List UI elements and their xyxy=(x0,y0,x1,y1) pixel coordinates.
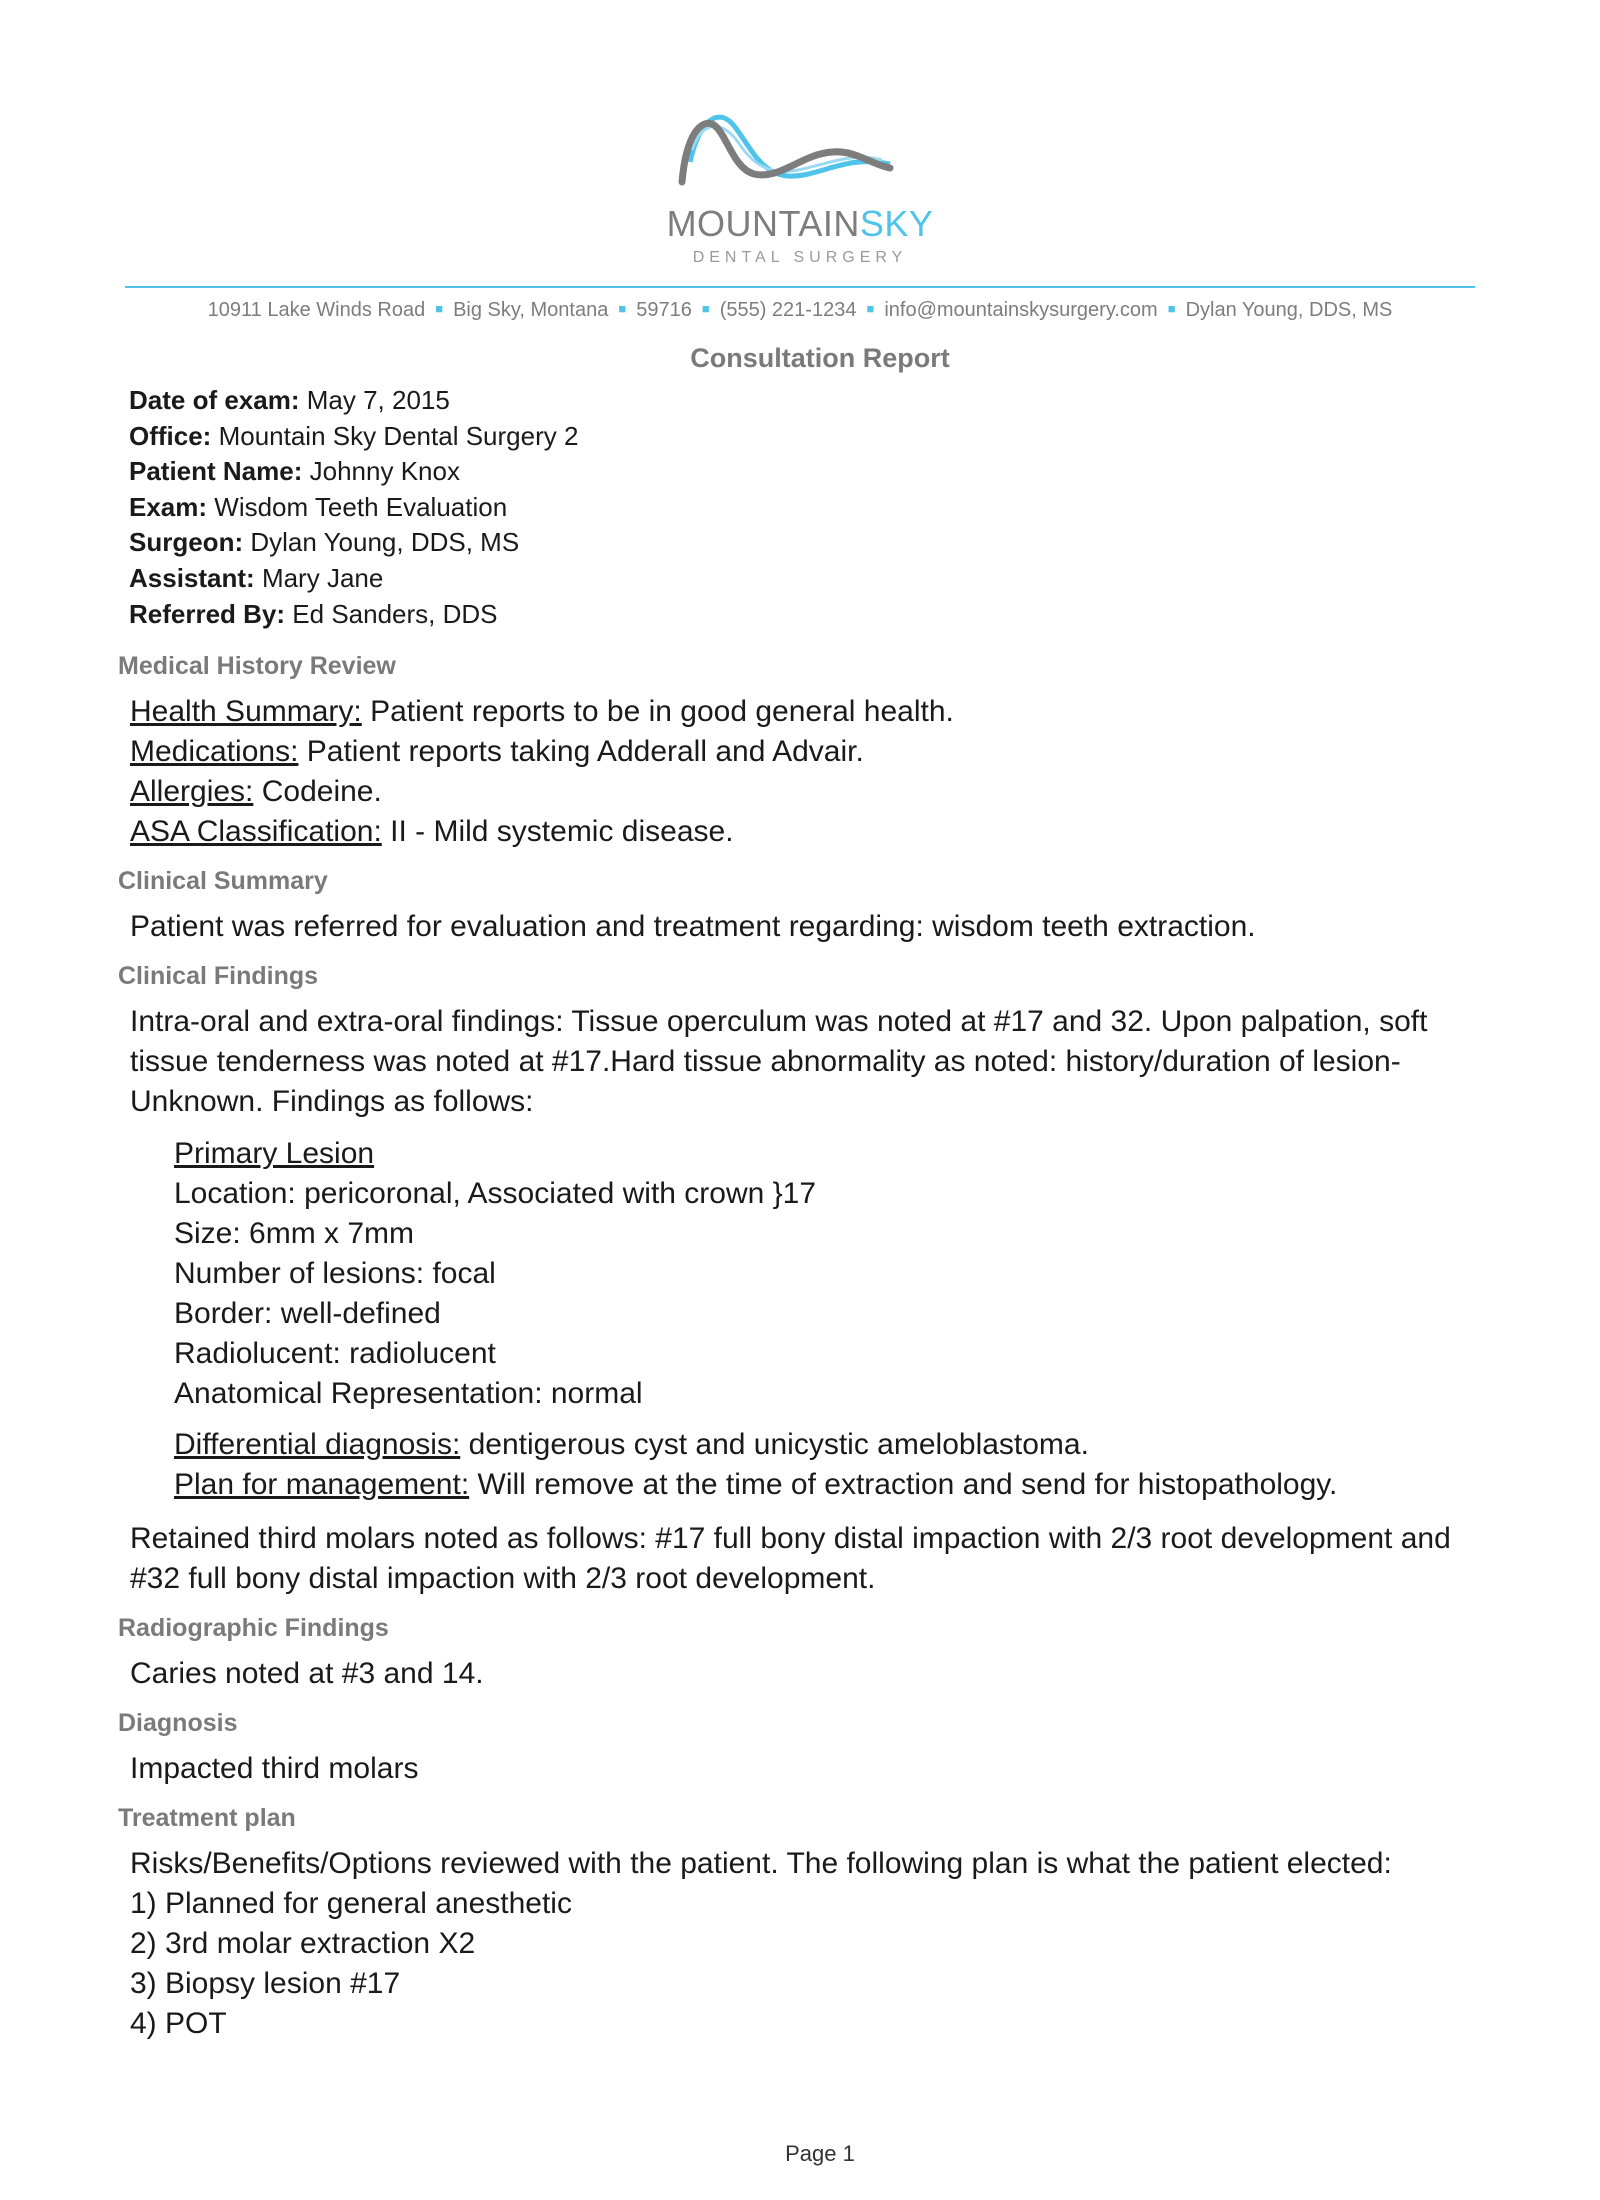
logo-tagline: DENTAL SURGERY xyxy=(692,249,908,266)
treatment-item: 2) 3rd molar extraction X2 xyxy=(130,1927,476,1960)
meta-assistant: Assistant: Mary Jane xyxy=(129,562,384,593)
logo-brand-mountain: MOUNTAIN xyxy=(666,203,860,244)
address-city: Big Sky, Montana xyxy=(453,299,609,321)
primary-lesion-title: Primary Lesion xyxy=(174,1137,375,1170)
health-summary: Health Summary: Patient reports to be in good general health. xyxy=(130,695,954,728)
meta-office: Office: Mountain Sky Dental Surgery 2 xyxy=(129,420,579,451)
medications: Medications: Patient reports taking Adderall and Advair. xyxy=(130,735,864,768)
meta-exam: Exam: Wisdom Teeth Evaluation xyxy=(129,491,508,522)
meta-date: Date of exam: May 7, 2015 xyxy=(129,385,450,415)
meta-referred-by: Referred By: Ed Sanders, DDS xyxy=(129,598,498,629)
section-diagnosis xyxy=(130,1749,1498,1789)
meta-patient-name: Patient Name: Johnny Knox xyxy=(129,456,460,487)
section-heading-treatment-plan: Treatment plan xyxy=(118,1804,296,1832)
retained-molars: Retained third molars noted as follows: #17 full bony distal impaction with 2/3 root development and #32 full bony distal impaction with 2/3 root development. xyxy=(130,1522,1451,1595)
asa-classification: ASA Classification: II - Mild systemic disease. xyxy=(130,815,734,848)
treatment-item: 1) Planned for general anesthetic xyxy=(130,1887,572,1920)
clinical-findings-intro: Intra-oral and extra-oral findings: Tissue operculum was noted at #17 and 32. Upon palpation, soft tissue tenderness was noted at #17.Hard tissue abnormality as noted: history/duration of lesion-Unknown. Findings as follows: xyxy=(130,1005,1428,1118)
logo-brand-sky: SKY xyxy=(859,203,934,244)
section-heading-radiographic-findings: Radiographic Findings xyxy=(118,1614,389,1642)
section-heading-medical-history: Medical History Review xyxy=(118,652,396,680)
header-divider xyxy=(125,286,1475,288)
section-medical-history xyxy=(130,692,1498,852)
bullet-icon: ■ xyxy=(435,301,444,316)
section-heading-clinical-findings: Clinical Findings xyxy=(118,962,319,990)
treatment-item: 4) POT xyxy=(130,2007,227,2040)
report-title: Consultation Report xyxy=(690,343,950,373)
practice-logo xyxy=(0,112,1600,272)
address-doctor: Dylan Young, DDS, MS xyxy=(1185,299,1393,321)
meta-surgeon: Surgeon: Dylan Young, DDS, MS xyxy=(129,527,520,558)
address-email: info@mountainskysurgery.com xyxy=(884,299,1158,321)
page-number: Page 1 xyxy=(785,2141,855,2166)
clinical-summary-text: Patient was referred for evaluation and treatment regarding: wisdom teeth extraction. xyxy=(130,910,1256,943)
primary-lesion xyxy=(174,1134,1498,1505)
bullet-icon: ■ xyxy=(701,301,710,316)
bullet-icon: ■ xyxy=(866,301,875,316)
bullet-icon: ■ xyxy=(618,301,627,316)
lesion-radiolucent: Radiolucent: radiolucent xyxy=(174,1337,496,1370)
exam-metadata xyxy=(129,383,578,632)
section-clinical-summary xyxy=(130,907,1498,947)
report-sections xyxy=(118,652,1498,2059)
address-phone: (555) 221-1234 xyxy=(719,299,857,321)
diagnosis-text: Impacted third molars xyxy=(130,1752,419,1785)
svg-text:MOUNTAINSKY xyxy=(667,203,934,244)
lesion-size: Size: 6mm x 7mm xyxy=(174,1217,415,1250)
section-clinical-findings xyxy=(130,1002,1498,1599)
allergies: Allergies: Codeine. xyxy=(130,775,382,808)
section-radiographic-findings xyxy=(130,1654,1498,1694)
lesion-location: Location: pericoronal, Associated with crown }17 xyxy=(174,1177,817,1210)
radiographic-findings-text: Caries noted at #3 and 14. xyxy=(130,1657,484,1690)
section-treatment-plan xyxy=(130,1844,1498,2044)
address-zip: 59716 xyxy=(636,299,692,321)
lesion-anatomical: Anatomical Representation: normal xyxy=(174,1377,643,1410)
address-street: 10911 Lake Winds Road xyxy=(207,299,426,321)
section-heading-clinical-summary: Clinical Summary xyxy=(118,867,328,895)
bullet-icon: ■ xyxy=(1167,301,1176,316)
lesion-count: Number of lesions: focal xyxy=(174,1257,496,1290)
treatment-plan-intro: Risks/Benefits/Options reviewed with the patient. The following plan is what the patient elected: xyxy=(130,1847,1392,1880)
plan-for-management: Plan for management: Will remove at the time of extraction and send for histopathology. xyxy=(174,1468,1338,1501)
lesion-border: Border: well-defined xyxy=(174,1297,441,1330)
differential-diagnosis: Differential diagnosis: dentigerous cyst and unicystic ameloblastoma. xyxy=(174,1428,1089,1461)
section-heading-diagnosis: Diagnosis xyxy=(118,1709,238,1737)
address-line xyxy=(0,299,1600,322)
treatment-item: 3) Biopsy lesion #17 xyxy=(130,1967,401,2000)
